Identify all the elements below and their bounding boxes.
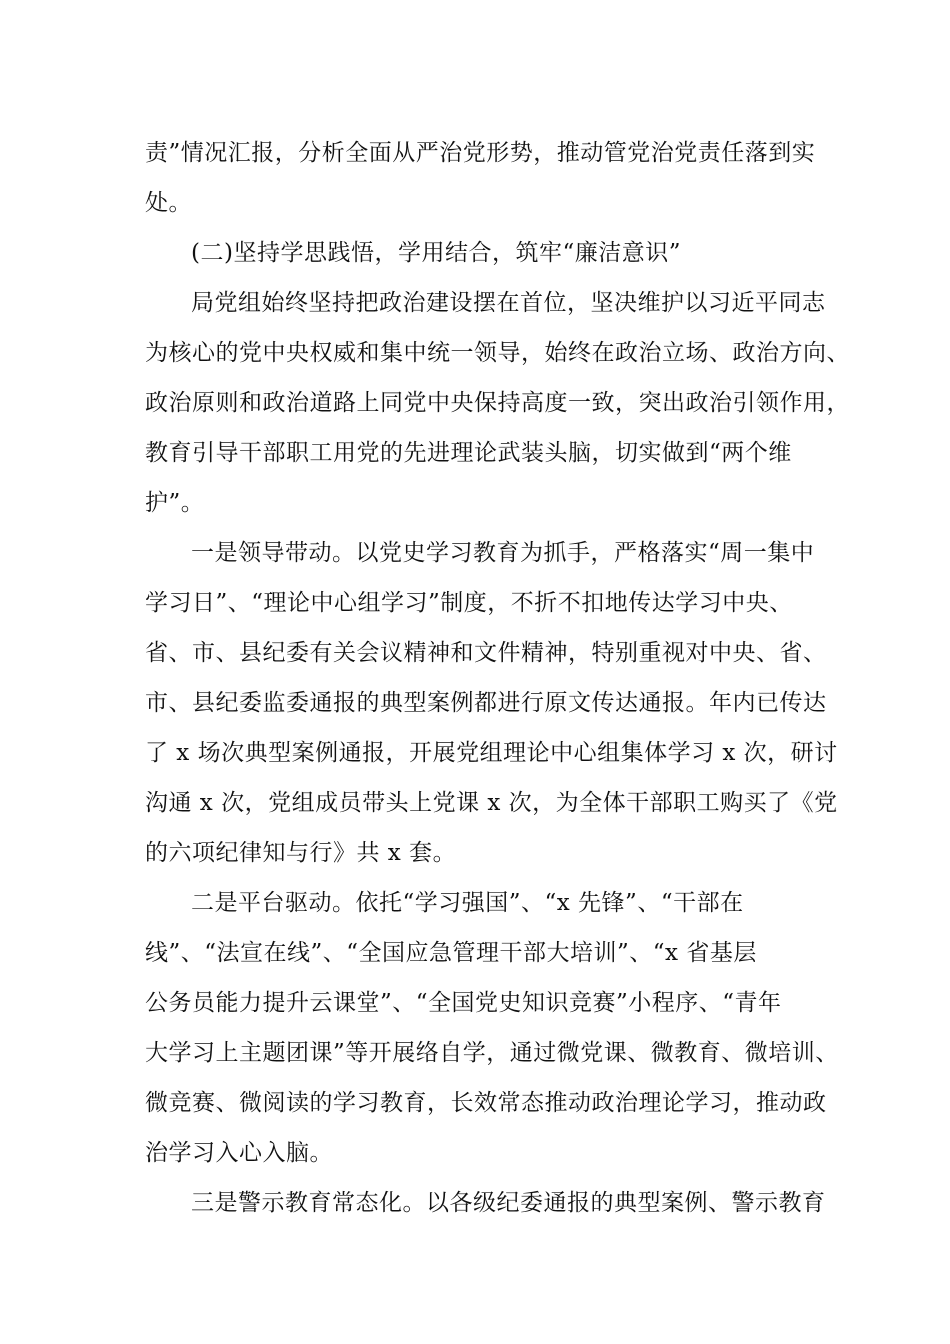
text-line: 教育引导干部职工用党的先进理论武装头脑，切实做到“两个维 — [145, 440, 792, 466]
text-line: 为核心的党中央权威和集中统一领导，始终在政治立场、政治方向、 — [145, 340, 850, 366]
text-line: 线”、“法宣在线”、“全国应急管理干部大培训”、“x 省基层 — [145, 940, 757, 966]
text-line: 省、市、县纪委有关会议精神和文件精神，特别重视对中央、省、 — [145, 640, 827, 666]
text-line: 的六项纪律知与行》共 x 套。 — [145, 840, 457, 866]
text-line: 沟通 x 次，党组成员带头上党课 x 次，为全体干部职工购买了《党 — [145, 790, 838, 816]
section-heading: (二)坚持学思践悟，学用结合，筑牢“廉洁意识” — [191, 240, 681, 266]
text-line: 二是平台驱动。依托“学习强国”、“x 先锋”、“干部在 — [191, 890, 744, 916]
text-line: 一是领导带动。以党史学习教育为抓手，严格落实“周一集中 — [191, 540, 815, 566]
text-line: 政治原则和政治道路上同党中央保持高度一致，突出政治引领作用， — [145, 390, 850, 416]
text-line: 护”。 — [145, 490, 205, 516]
text-line: 市、县纪委监委通报的典型案例都进行原文传达通报。年内已传达 — [145, 690, 827, 716]
text-line: 大学习上主题团课”等开展络自学，通过微党课、微教育、微培训、 — [145, 1040, 839, 1066]
text-line: 公务员能力提升云课堂”、“全国党史知识竞赛”小程序、“青年 — [145, 990, 782, 1016]
text-line: 责”情况汇报，分析全面从严治党形势，推动管党治党责任落到实 — [145, 140, 816, 166]
text-line: 局党组始终坚持把政治建设摆在首位，坚决维护以习近平同志 — [191, 290, 826, 316]
text-line: 治学习入心入脑。 — [145, 1140, 333, 1166]
text-line: 三是警示教育常态化。以各级纪委通报的典型案例、警示教育 — [191, 1190, 826, 1216]
text-line: 微竞赛、微阅读的学习教育，长效常态推动政治理论学习，推动政 — [145, 1090, 827, 1116]
text-line: 了 x 场次典型案例通报，开展党组理论中心组集体学习 x 次，研讨 — [145, 740, 838, 766]
text-line: 处。 — [145, 190, 192, 216]
text-line: 学习日”、“理论中心组学习”制度，不折不扣地传达学习中央、 — [145, 590, 793, 616]
document-body — [145, 128, 850, 1228]
